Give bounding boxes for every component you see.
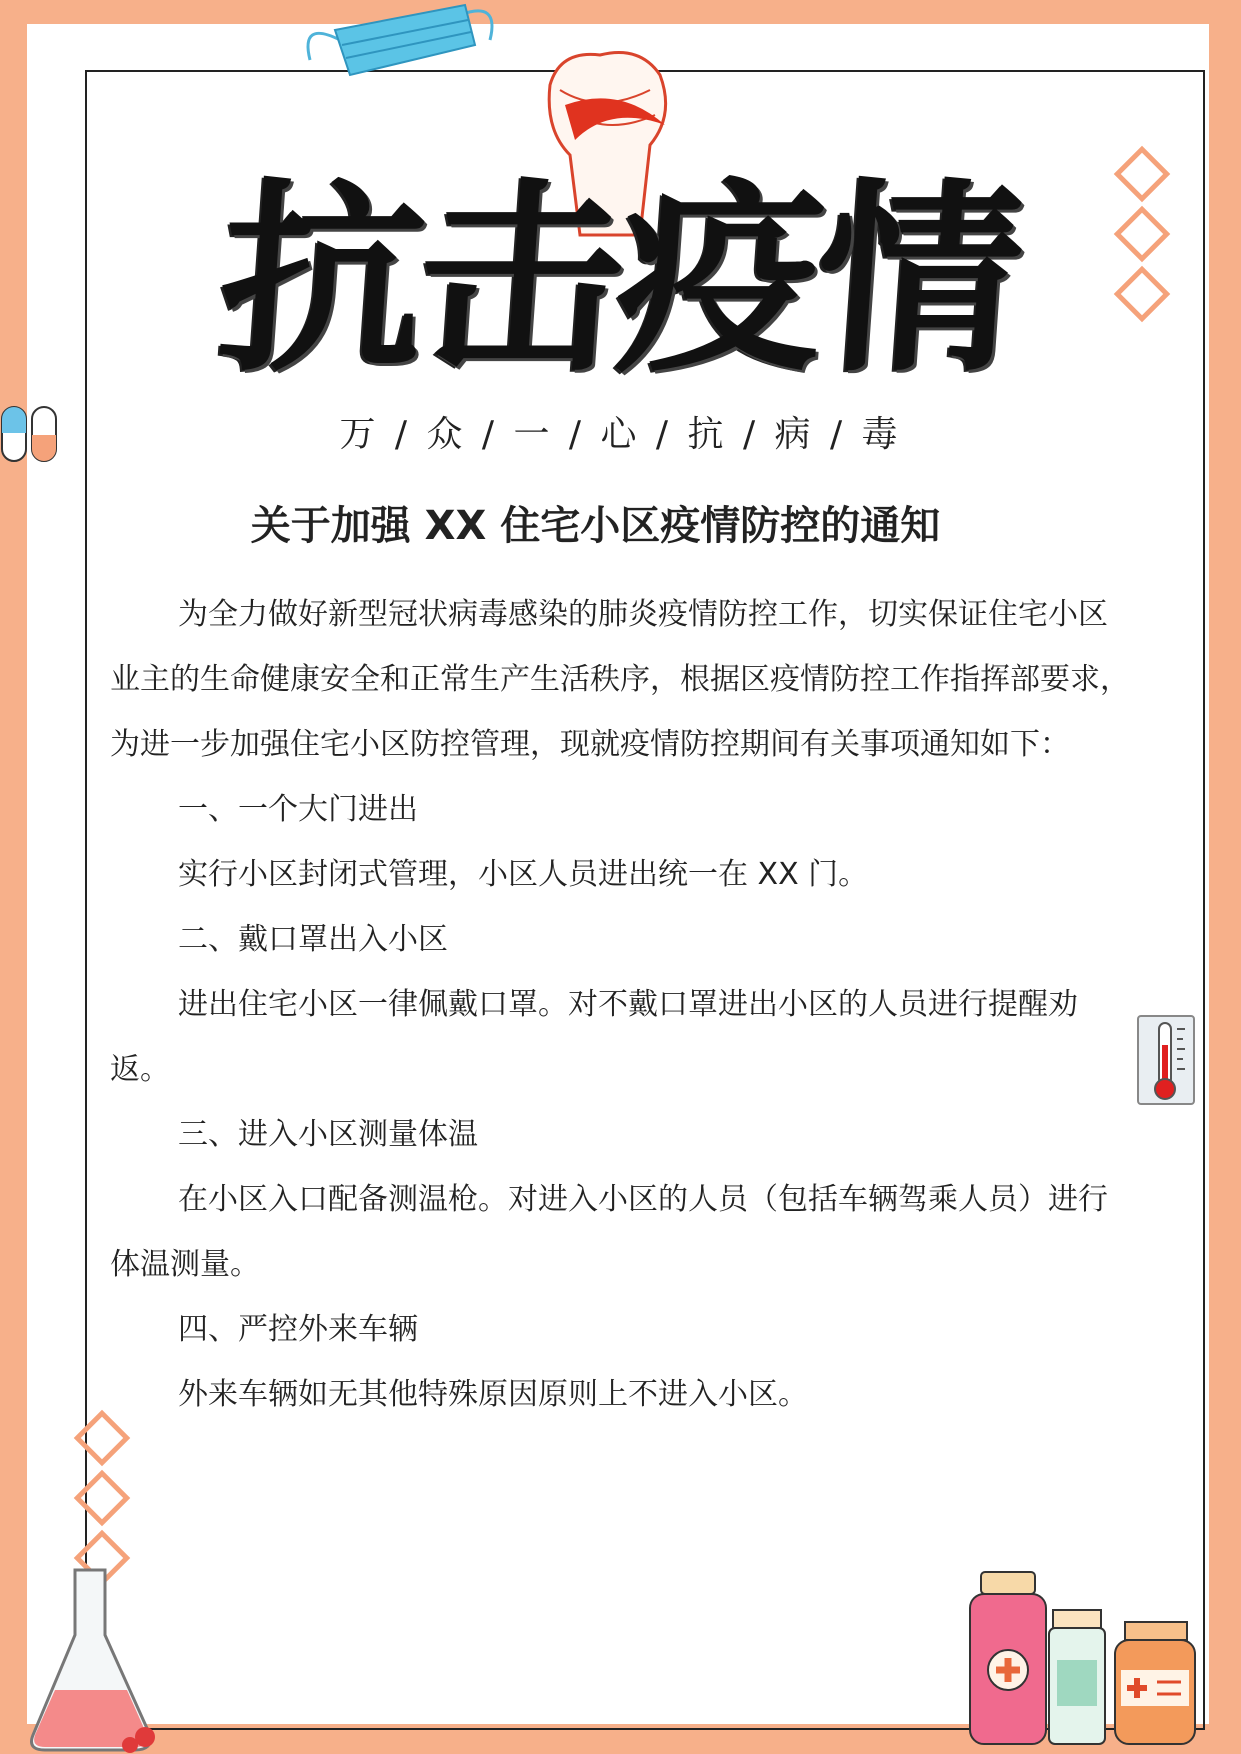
- flask-icon: [25, 1565, 165, 1754]
- section-heading: 二、戴口罩出入小区: [178, 922, 448, 957]
- section-heading: 三、进入小区测量体温: [178, 1117, 478, 1152]
- section-text: 进出住宅小区一律佩戴口罩。对不戴口罩进出小区的人员进行提醒劝返。: [110, 987, 1078, 1087]
- diamond-ornament-right: [1118, 140, 1164, 334]
- title-calligraphy: 抗击疫情: [211, 160, 1025, 400]
- intro-paragraph: 为全力做好新型冠状病毒感染的肺炎疫情防控工作，切实保证住宅小区业主的生命健康安全和正常生产生活秩序，根据区疫情防控工作指挥部要求，为进一步加强住宅小区防控管理，现就疫情防控期间有关事项通知如下：: [110, 597, 1130, 762]
- diamond-icon: [1114, 146, 1171, 203]
- diamond-icon: [74, 1410, 131, 1467]
- face-mask-icon: [300, 0, 500, 95]
- section-text: 外来车辆如无其他特殊原因原则上不进入小区。: [178, 1377, 808, 1412]
- diamond-icon: [1114, 266, 1171, 323]
- slogan: 万 / 众 / 一 / 心 / 抗 / 病 / 毒: [339, 414, 902, 455]
- capsule-pills-icon: [0, 405, 60, 465]
- section-heading: 四、严控外来车辆: [178, 1312, 418, 1347]
- document-body: [110, 582, 1130, 1427]
- medicine-bottles-icon: [965, 1570, 1200, 1754]
- document-title: 关于加强 XX 住宅小区疫情防控的通知: [250, 503, 941, 549]
- diamond-icon: [74, 1470, 131, 1527]
- section-text: 实行小区封闭式管理，小区人员进出统一在 XX 门。: [178, 857, 869, 892]
- section-heading: 一、一个大门进出: [178, 792, 418, 827]
- section-text: 在小区入口配备测温枪。对进入小区的人员（包括车辆驾乘人员）进行体温测量。: [110, 1182, 1108, 1282]
- thermometer-icon: [1137, 1015, 1195, 1105]
- diamond-icon: [1114, 206, 1171, 263]
